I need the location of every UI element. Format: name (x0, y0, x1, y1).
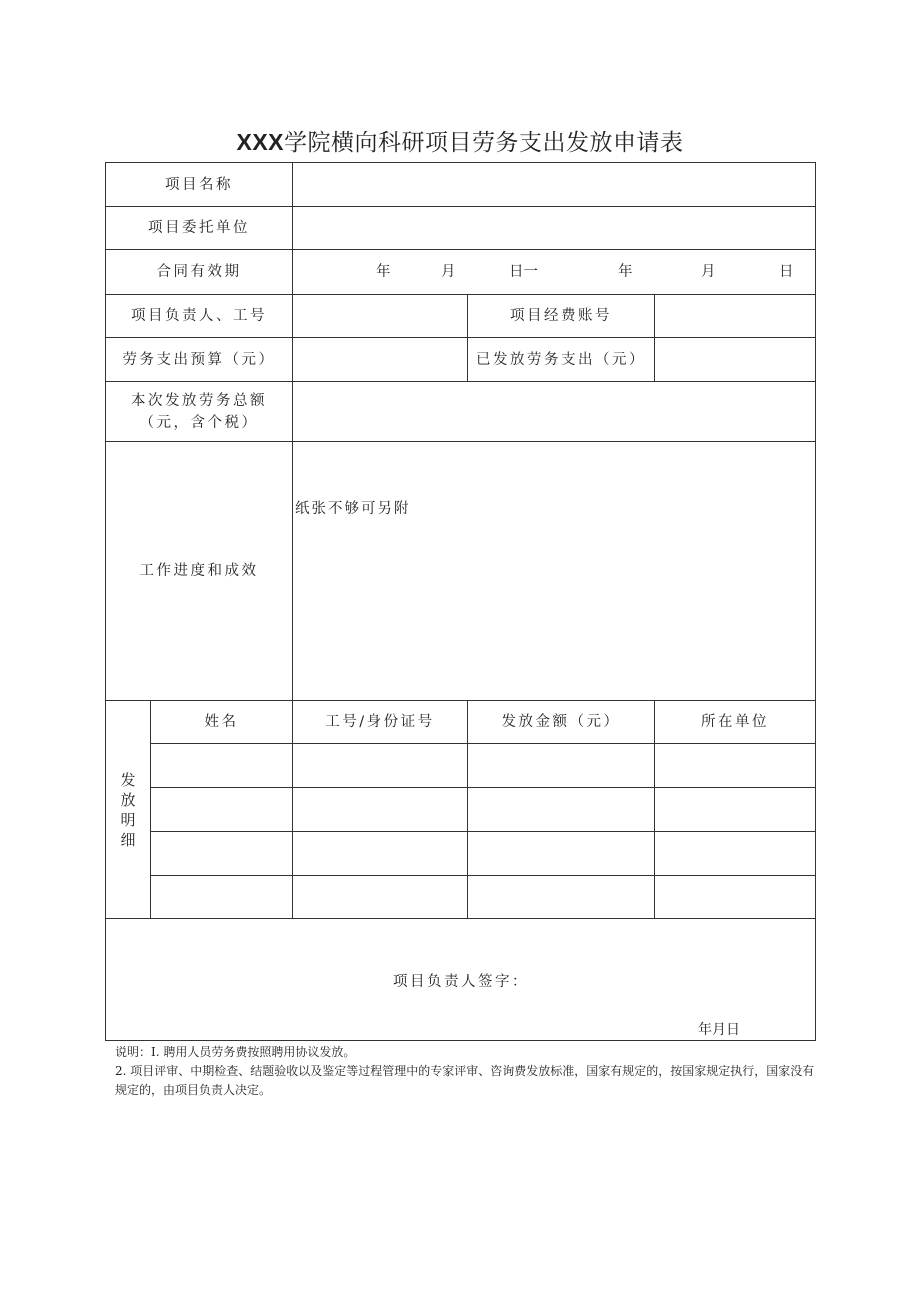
id-cell[interactable] (293, 876, 468, 919)
amount-cell[interactable] (468, 744, 655, 788)
work-progress-label: 工作进度和成效 (106, 442, 293, 701)
table-row (106, 832, 816, 876)
leader-id-field[interactable] (293, 295, 468, 338)
unit-cell[interactable] (655, 744, 816, 788)
title-prefix: XXX (236, 129, 285, 155)
contract-end-year: 年 (618, 264, 633, 280)
budget-field[interactable] (293, 338, 468, 382)
title-main: 学院横向科研项目劳务支出发放申请表 (284, 130, 684, 156)
work-progress-field[interactable] (293, 442, 816, 701)
contract-period-label: 合同有效期 (106, 250, 293, 295)
project-name-label: 项目名称 (106, 163, 293, 207)
header-name: 姓名 (151, 701, 293, 744)
id-cell[interactable] (293, 788, 468, 832)
contract-end-month: 月 (701, 264, 716, 280)
name-cell[interactable] (151, 832, 293, 876)
details-side-char: 细 (120, 830, 136, 849)
total-amount-label-line1: 本次发放劳务总额 (131, 392, 267, 409)
signature-date: 年月日 (698, 1022, 740, 1038)
table-row (106, 744, 816, 788)
note-line-1: 说明：I. 聘用人员劳务费按照聘用协议发放。 (115, 1045, 356, 1059)
leader-id-label: 项目负责人、工号 (106, 295, 293, 338)
total-amount-label-line2: （元，含个税） (139, 414, 259, 431)
contract-end-day: 日 (779, 264, 794, 280)
details-side-char: 明 (120, 810, 136, 829)
header-amount: 发放金额（元） (468, 701, 655, 744)
account-no-field[interactable] (655, 295, 816, 338)
paid-field[interactable] (655, 338, 816, 382)
paid-label: 已发放劳务支出（元） (468, 338, 655, 382)
details-side-char: 放 (120, 790, 136, 809)
unit-cell[interactable] (655, 788, 816, 832)
signature-label: 项目负责人签字： (393, 974, 529, 990)
name-cell[interactable] (151, 788, 293, 832)
budget-label: 劳务支出预算（元） (106, 338, 293, 382)
project-client-label: 项目委托单位 (106, 207, 293, 250)
id-cell[interactable] (293, 744, 468, 788)
details-side-char: 发 (120, 770, 136, 789)
notes (115, 1043, 815, 1100)
amount-cell[interactable] (468, 876, 655, 919)
note-line-2: 2. 项目评审、中期检查、结题验收以及鉴定等过程管理中的专家评审、咨询费发放标准，国家有规定的，按国家规定执行，国家没有规定的，由项目负责人决定。 (115, 1064, 815, 1097)
page-title (0, 124, 920, 157)
application-form-table (105, 162, 816, 1041)
account-no-label: 项目经费账号 (468, 295, 655, 338)
header-id: 工号/身份证号 (293, 701, 468, 744)
unit-cell[interactable] (655, 832, 816, 876)
contract-start-day: 日一 (509, 264, 538, 280)
signature-area[interactable] (106, 919, 816, 1041)
name-cell[interactable] (151, 744, 293, 788)
total-amount-field[interactable] (293, 382, 816, 442)
table-row (106, 876, 816, 919)
amount-cell[interactable] (468, 832, 655, 876)
contract-start-year: 年 (376, 264, 391, 280)
project-client-field[interactable] (293, 207, 816, 250)
unit-cell[interactable] (655, 876, 816, 919)
details-side-label (106, 701, 151, 919)
contract-period-field[interactable] (293, 250, 816, 295)
id-cell[interactable] (293, 832, 468, 876)
name-cell[interactable] (151, 876, 293, 919)
amount-cell[interactable] (468, 788, 655, 832)
contract-start-month: 月 (441, 264, 456, 280)
work-progress-note: 纸张不够可另附 (295, 501, 411, 517)
total-amount-label (106, 382, 293, 442)
table-row (106, 788, 816, 832)
header-unit: 所在单位 (655, 701, 816, 744)
project-name-field[interactable] (293, 163, 816, 207)
